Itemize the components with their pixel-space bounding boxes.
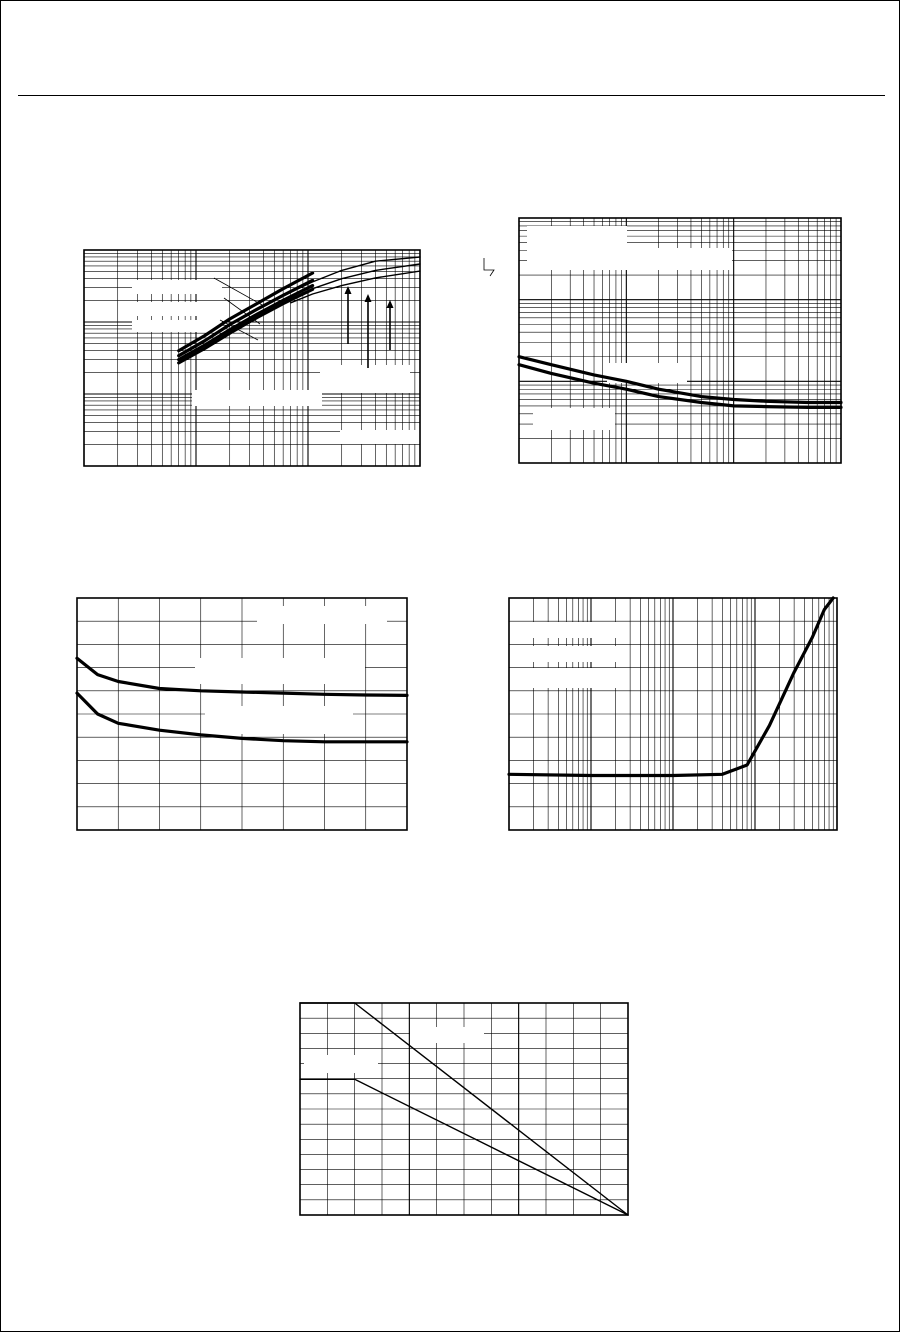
chart-3 <box>77 598 407 830</box>
label-area <box>521 622 619 638</box>
label-area <box>304 1055 378 1073</box>
label-area <box>195 658 365 684</box>
label-area <box>533 408 615 430</box>
label-area <box>521 646 619 662</box>
label-area <box>527 248 732 270</box>
header-rule <box>18 95 885 96</box>
chart-2 <box>519 218 841 463</box>
arrow-head <box>365 294 372 302</box>
label-area <box>340 430 420 444</box>
label-area <box>521 668 619 688</box>
label-area <box>132 302 222 316</box>
arrow-head <box>387 300 394 308</box>
label-area <box>320 365 410 393</box>
label-area <box>132 320 222 332</box>
chart-1 <box>84 250 420 466</box>
label-area <box>132 280 222 294</box>
chart-5 <box>300 1003 628 1215</box>
break-symbol <box>480 256 500 280</box>
arrow-head <box>345 286 352 294</box>
label-area <box>410 1027 484 1043</box>
label-area <box>527 226 627 248</box>
chart-4 <box>509 598 837 830</box>
label-area <box>205 706 353 734</box>
label-area <box>257 606 387 624</box>
label-area <box>192 390 322 406</box>
